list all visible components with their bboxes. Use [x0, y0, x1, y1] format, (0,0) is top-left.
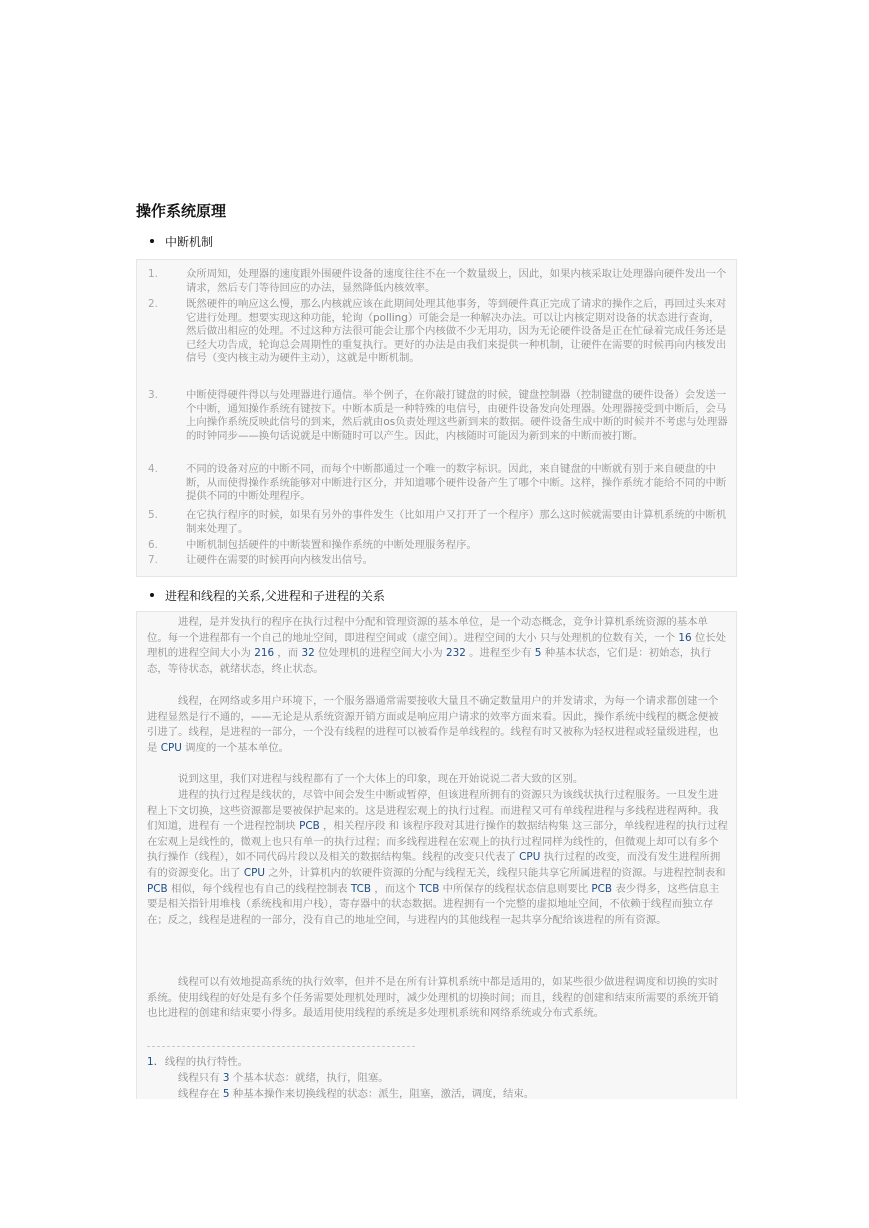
bullet-label: 中断机制 [165, 235, 214, 249]
text-run: 种基本状态，它们是：初始态，执行态，等待状态，就绪状态，终止状态。 [147, 647, 711, 675]
list-text: 让硬件在需要的时候再向内核发出信号。 [186, 554, 374, 566]
text-run: ，而 [274, 647, 302, 660]
text-run: 进程的执行过程是线状的，尽管中间会发生中断或暂停，但该进程所拥有的资源只为该线状执行过程服务。一旦发生进程上下文切换，这些资源都是要被保护起来的。这是进程宏观上的执行过程。而进程又可有单线程进程与多线程进程两种。我们知道，进程有 一个进程控制块 [147, 789, 719, 833]
text-run: 个基本状态：就绪，执行，阻塞。 [229, 1072, 389, 1084]
highlight-number: 216 [254, 647, 275, 660]
highlight-number: 232 [445, 647, 466, 660]
list-text: 众所周知，处理器的速度跟外围硬件设备的速度往往不在一个数量级上，因此，如果内核采取让处理器向硬件发出一个请求，然后专门等待回应的办法，显然降低内核效率。 [186, 268, 727, 294]
text-run: 进程，是并发执行的程序在执行过程中分配和管理资源的基本单位，是一个动态概念，竞争计算机系统资源的基本单位。每一个进程都有一个自己的地址空间，即进程空间或（虚空间）。进程空间的大小 只与处理机的位数有关，一个 [147, 616, 708, 644]
paragraph-benefit: 线程可以有效地提高系统的执行效率，但并不是在所有计算机系统中都是适用的，如某些很少做进程调度和切换的实时系统。使用线程的好处是有多个任务需要处理机处理时，减少处理机的切换时间；而且，线程的创建和结束所需要的系统开销也比进程的创建和结束要小得多。最适用使用线程的系统是多处理机系统和网络系统或分布式系统。 [147, 976, 719, 1020]
highlight-number: 3 [222, 1072, 230, 1084]
highlight-number: 16 [678, 631, 692, 644]
list-text: 不同的设备对应的中断不同，而每个中断都通过一个唯一的数字标识。因此，来自键盘的中断就有别于来自硬盘的中断，从而使得操作系统能够对中断进行区分，并知道哪个硬件设备产生了哪个中断。这样，操作系统才能给不同的中断提供不同的中断处理程序。 [186, 463, 727, 503]
list-text: 既然硬件的响应这么慢，那么内核就应该在此期间处理其他事务，等到硬件真正完成了请求的操作之后，再回过头来对它进行处理。想要实现这种功能，轮询（polling）可能会是一种解决办法。可以让内核定期对设备的状态进行查询，然后做出相应的处理。不过这种方法很可能会让那个内核做不少无用功，因为无论硬件设备是正在忙碌着完成任务还是已经大功告成，轮询总会周期性的重复执行。更好的办法是由我们来提供一种机制，让硬件在需要的时候再向内核发出信号（变内核主动为硬件主动），这就是中断机制。 [186, 298, 727, 365]
state-line [178, 1071, 389, 1087]
text-run: ，而这个 [371, 882, 420, 895]
list-number: 1. [147, 1056, 157, 1068]
list-number: 1. [148, 268, 158, 280]
paragraph-difference [147, 788, 728, 928]
list-text: 中断机制包括硬件的中断装置和操作系统的中断处理服务程序。 [186, 539, 477, 551]
text-run: 。进程至少有 [465, 647, 535, 660]
dashed-divider [147, 1046, 415, 1047]
highlight-number: 5 [534, 647, 542, 660]
text-run: 位长处理机的进程空间大小为 [147, 631, 727, 660]
list-heading [147, 1055, 248, 1071]
list-text: 线程的执行特性。 [164, 1056, 249, 1068]
highlight-number: 5 [222, 1088, 230, 1099]
highlight-term: PCB [299, 820, 320, 833]
text-run: 种基本操作来切换线程的状态：派生，阻塞，激活，调度，结束。 [229, 1088, 535, 1099]
text-run: 线程存在 [178, 1088, 223, 1099]
highlight-term: CPU [160, 741, 182, 754]
text-run: ，相关程序段 和 该程序段对其进行操作的数据结构集 这三部分，单线程进程的执行过程在宏观上是线性的，微观上也只有单一的执行过程；而多线程进程在宏观上的执行过程同样为线性的，但微观上却可以有多个执行操作（线程），如不同代码片段以及相关的数据结构集。线程的改变只代表了 [147, 820, 728, 864]
highlight-term: TCB [419, 882, 440, 895]
bullet-dot [150, 593, 154, 597]
text-run: 线程，在网络或多用户环境下，一个服务器通常需要接收大量且不确定数量用户的并发请求，为每一个请求都创建一个进程显然是行不通的，——无论是从系统资源开销方面或是响应用户请求的效率方面来看。因此，操作系统中线程的概念便被引进了。线程，是进程的一部分，一个没有线程的进程可以被看作是单线程的。线程有时又被称为轻权进程或轻量级进程，也是 [147, 695, 719, 754]
interrupt-code-block [136, 259, 737, 577]
text-run: 相似，每个线程也有自己的线程控制表 [167, 882, 351, 895]
list-text: 中断使得硬件得以与处理器进行通信。举个例子，在你敲打键盘的时候，键盘控制器（控制键盘的硬件设备）会发送一个中断，通知操作系统有键按下。中断本质是一种特殊的电信号，由硬件设备发向处理器。处理器接受到中断后，会马上向操作系统反映此信号的到来，然后就由os负责处理这些新到来的数据。硬件设备生成中断的时候并不考虑与处理器的时钟同步——换句话说就是中断随时可以产生。因此，内核随时可能因为新到来的中断而被打断。 [186, 389, 728, 442]
text-run: 表少得多，这些信息主要是相关指针用堆栈（系统栈和用户栈），寄存器中的状态数据。进程拥有一个完整的虚拟地址空间，不依赖于线程而独立存在；反之，线程是进程的一部分，没有自己的地址空间，与进程内的其他线程一起共享分配给该进程的所有资源。 [147, 882, 720, 926]
list-number: 4. [148, 463, 158, 475]
list-number: 5. [148, 509, 158, 521]
text-run: 线程只有 [178, 1072, 223, 1084]
process-text-block [136, 611, 737, 1099]
highlight-term: CPU [519, 851, 541, 864]
page-title: 操作系统原理 [136, 202, 227, 220]
text-run: 中所保存的线程状态信息则要比 [439, 882, 592, 895]
list-number: 3. [148, 389, 158, 401]
text-run: 之外，计算机内的软硬件资源的分配与线程无关，线程只能共享它所属进程的资源。与进程控制表和 [264, 866, 726, 879]
list-text: 在它执行程序的时候，如果有另外的事件发生（比如用户又打开了一个程序）那么这时候就需要由计算机系统的中断机制来处理了。 [186, 509, 727, 535]
text-run: 执行过程的改变，而没有发生进程所拥有的资源变化。出了 [147, 851, 721, 879]
bullet-dot [150, 239, 154, 243]
highlight-term: CPU [243, 866, 265, 879]
list-number: 2. [148, 298, 158, 310]
highlight-term: TCB [350, 882, 372, 895]
list-number: 7. [148, 554, 158, 566]
highlight-number: 32 [301, 647, 315, 660]
operation-line [178, 1087, 534, 1099]
highlight-term: PCB [147, 882, 168, 895]
text-run: 调度的一个基本单位。 [181, 741, 290, 754]
bullet-label: 进程和线程的关系,父进程和子进程的关系 [165, 589, 385, 603]
paragraph-thread [147, 694, 728, 756]
text-run: 位处理机的进程空间大小为 [314, 647, 446, 660]
list-number: 6. [148, 539, 158, 551]
highlight-term: PCB [591, 882, 613, 895]
paragraph-process [147, 615, 728, 677]
paragraph-summary: 说到这里，我们对进程与线程都有了一个大体上的印象，现在开始说说二者大致的区别。 [178, 773, 584, 785]
